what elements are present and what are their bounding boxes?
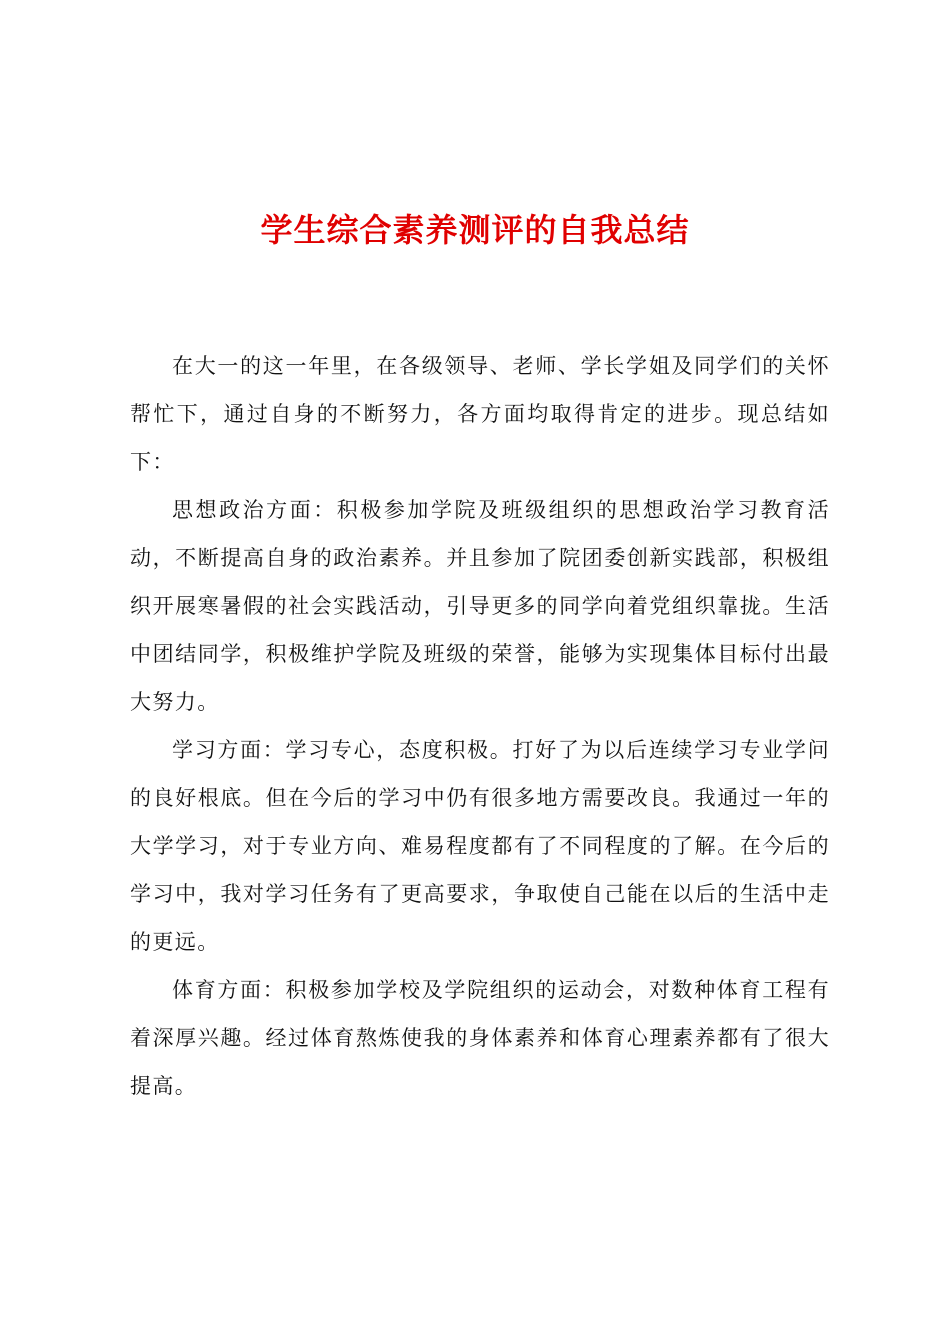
paragraph-sports: 体育方面：积极参加学校及学院组织的运动会，对数种体育工程有着深厚兴趣。经过体育熬炼使我的身体素养和体育心理素养都有了很大提高。 [130,978,830,1098]
document-body [130,342,830,1110]
paragraph-study: 学习方面：学习专心，态度积极。打好了为以后连续学习专业学问的良好根底。但在今后的学习中仍有很多地方需要改良。我通过一年的大学学习，对于专业方向、难易程度都有了不同程度的了解。在今后的学习中，我对学习任务有了更高要求，争取使自己能在以后的生活中走的更远。 [130,738,830,954]
paragraph-political: 思想政治方面：积极参加学院及班级组织的思想政治学习教育活动，不断提高自身的政治素养。并且参加了院团委创新实践部，积极组织开展寒暑假的社会实践活动，引导更多的同学向着党组织靠拢。生活中团结同学，积极维护学院及班级的荣誉，能够为实现集体目标付出最大努力。 [130,498,830,714]
document-title: 学生综合素养测评的自我总结 [260,211,690,249]
paragraph-intro: 在大一的这一年里，在各级领导、老师、学长学姐及同学们的关怀帮忙下，通过自身的不断努力，各方面均取得肯定的进步。现总结如下： [130,354,830,474]
